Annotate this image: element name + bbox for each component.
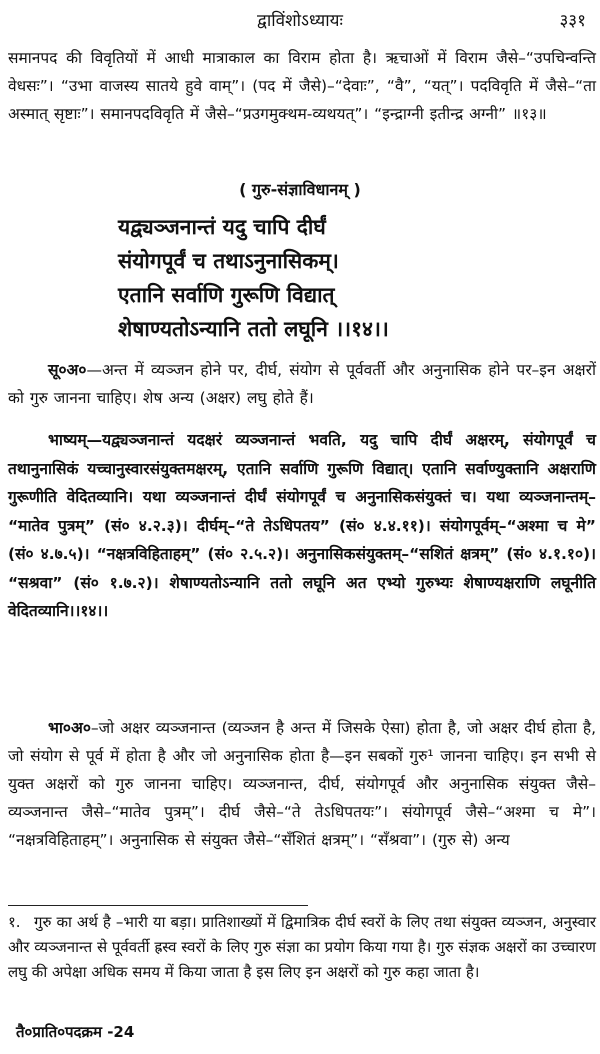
footnote-text: गुरु का अर्थ है –भारी या बड़ा। प्रातिशाख्यों में द्विमात्रिक दीर्घ स्वरों के लिए तथा संयुक्त व्यञ्जन, अनुस्वार और व्यञ्जनान्त से पूर्ववर्ती ह्रस्व स्वरों के लिए गुरु संज्ञा का प्रयोग किया गया है। गुरु संज्ञक अक्षरों का उच्चारण लघु की अपेक्षा अधिक समय में किया जाता है इस लिए इन अक्षरों को गुरु कहा जाता है। <box>8 913 596 981</box>
footnote <box>8 910 596 985</box>
footnote-divider <box>8 905 308 906</box>
sutra-meaning-label: सू०अ० <box>48 361 87 379</box>
paragraph-vivriti: समानपद की विवृतियों में आधी मात्राकाल का विराम होता है। ऋचाओं में विराम जैसे–“उपचिन्वन्ति वेधसः”। “उभा वाजस्य सातये हुवे वाम्”। (पद में जैसे)–“देवाः”, “वै”, “यत्”। पदविवृति में जैसे–“ता अस्मात् सृष्टाः”। समानपदविवृति में जैसे–“प्रउगमुक्थम-व्यथयत्”। “इन्द्राग्नी इतीन्द्र अग्नी” ॥१३॥ <box>8 49 596 123</box>
bhashya-meaning-label: भा०अ० <box>48 719 91 737</box>
sutra-meaning-text: —अन्त में व्यञ्जन होने पर, दीर्घ, संयोग से पूर्ववर्ती और अनुनासिक होने पर–इन अक्षरों को गुरु जानना चाहिए। शेष अन्य (अक्षर) लघु होते हैं। <box>8 361 596 407</box>
bhashya-meaning-text: –जो अक्षर व्यञ्जनान्त (व्यञ्जन है अन्त में जिसके ऐसा) होता है, जो अक्षर दीर्घ होता है, जो संयोग से पूर्व में होता है और जो अनुनासिक होता है—इन सबकों गुरु¹ जानना चाहिए। इन सभी से युक्त अक्षरों को गुरु जानना चाहिए। व्यञ्जनान्त, दीर्घ, संयोगपूर्व और अनुनासिक संयुक्त जैसे–व्यञ्जनान्त जैसे–“मातेव पुत्रम्”। दीर्घ जैसे–“ते तेऽधिपतयः”। संयोगपूर्व जैसे–“अश्मा च मे”। “नक्षत्रविहिताहम्”। अनुनासिक से संयुक्त जैसे–“सँशितं क्षत्रम्”। “सँश्रवा”। (गुरु से) अन्य <box>8 719 596 849</box>
verse-line-4: शेषाण्यतोऽन्यानि ततो लघूनि ।।१४।। <box>118 317 389 341</box>
sutra-meaning <box>8 356 596 416</box>
verse-line-2: संयोगपूर्वं च तथाऽनुनासिकम्। <box>118 249 339 273</box>
sutra-verse <box>118 210 588 346</box>
signature-mark: तै०प्राति०पदक्रम -24 <box>16 1023 135 1041</box>
bhashyam-paragraph: भाष्यम्—यद्व्यञ्जनान्तं यदक्षरं व्यञ्जनान्तं भवति, यदु चापि दीर्घं अक्षरम्, संयोगपूर्वं च तथानुनासिकं यच्चानुस्वारसंयुक्तमक्षरम्, एतानि सर्वाणि गुरूणि विद्यात्। एतानि सर्वाण्युक्तानि अक्षराणि गुरूणीति वेदितव्यानि। यथा व्यञ्जनान्तं दीर्घं संयोगपूर्वं च अनुनासिकसंयुक्तं च। यथा व्यञ्जनान्तम्– “मातेव पुत्रम्” (सं० ४.२.३)। दीर्घम्–“ते तेऽधिपतय” (सं० ४.४.११)। संयोगपूर्वम्–“अश्मा च मे” (सं० ४.७.५)। “नक्षत्रविहिताहम्” (सं० २.५.२)। अनुनासिकसंयुक्तम्–“सशितं क्षत्रम्” (सं० ४.१.१०)। “सश्रवा” (सं० १.७.२)। शेषाण्यतोऽन्यानि ततो लघूनि अत एभ्यो गुरुभ्यः शेषाण्यक्षराणि लघूनीति वेदितव्यानि।।१४।। <box>8 431 596 620</box>
verse-line-1: यद्व्यञ्जनान्तं यदु चापि दीर्घं <box>118 215 326 239</box>
section-heading: ( गुरु-संज्ञाविधानम् ) <box>239 180 361 199</box>
page-number: ३३१ <box>559 11 586 31</box>
footnote-number: १. <box>8 913 21 931</box>
verse-line-3: एतानि सर्वाणि गुरूणि विद्यात् <box>118 283 335 307</box>
bhashya-meaning <box>8 714 596 906</box>
page-header <box>0 6 600 34</box>
running-title: द्वाविंशोऽध्यायः <box>257 11 343 31</box>
